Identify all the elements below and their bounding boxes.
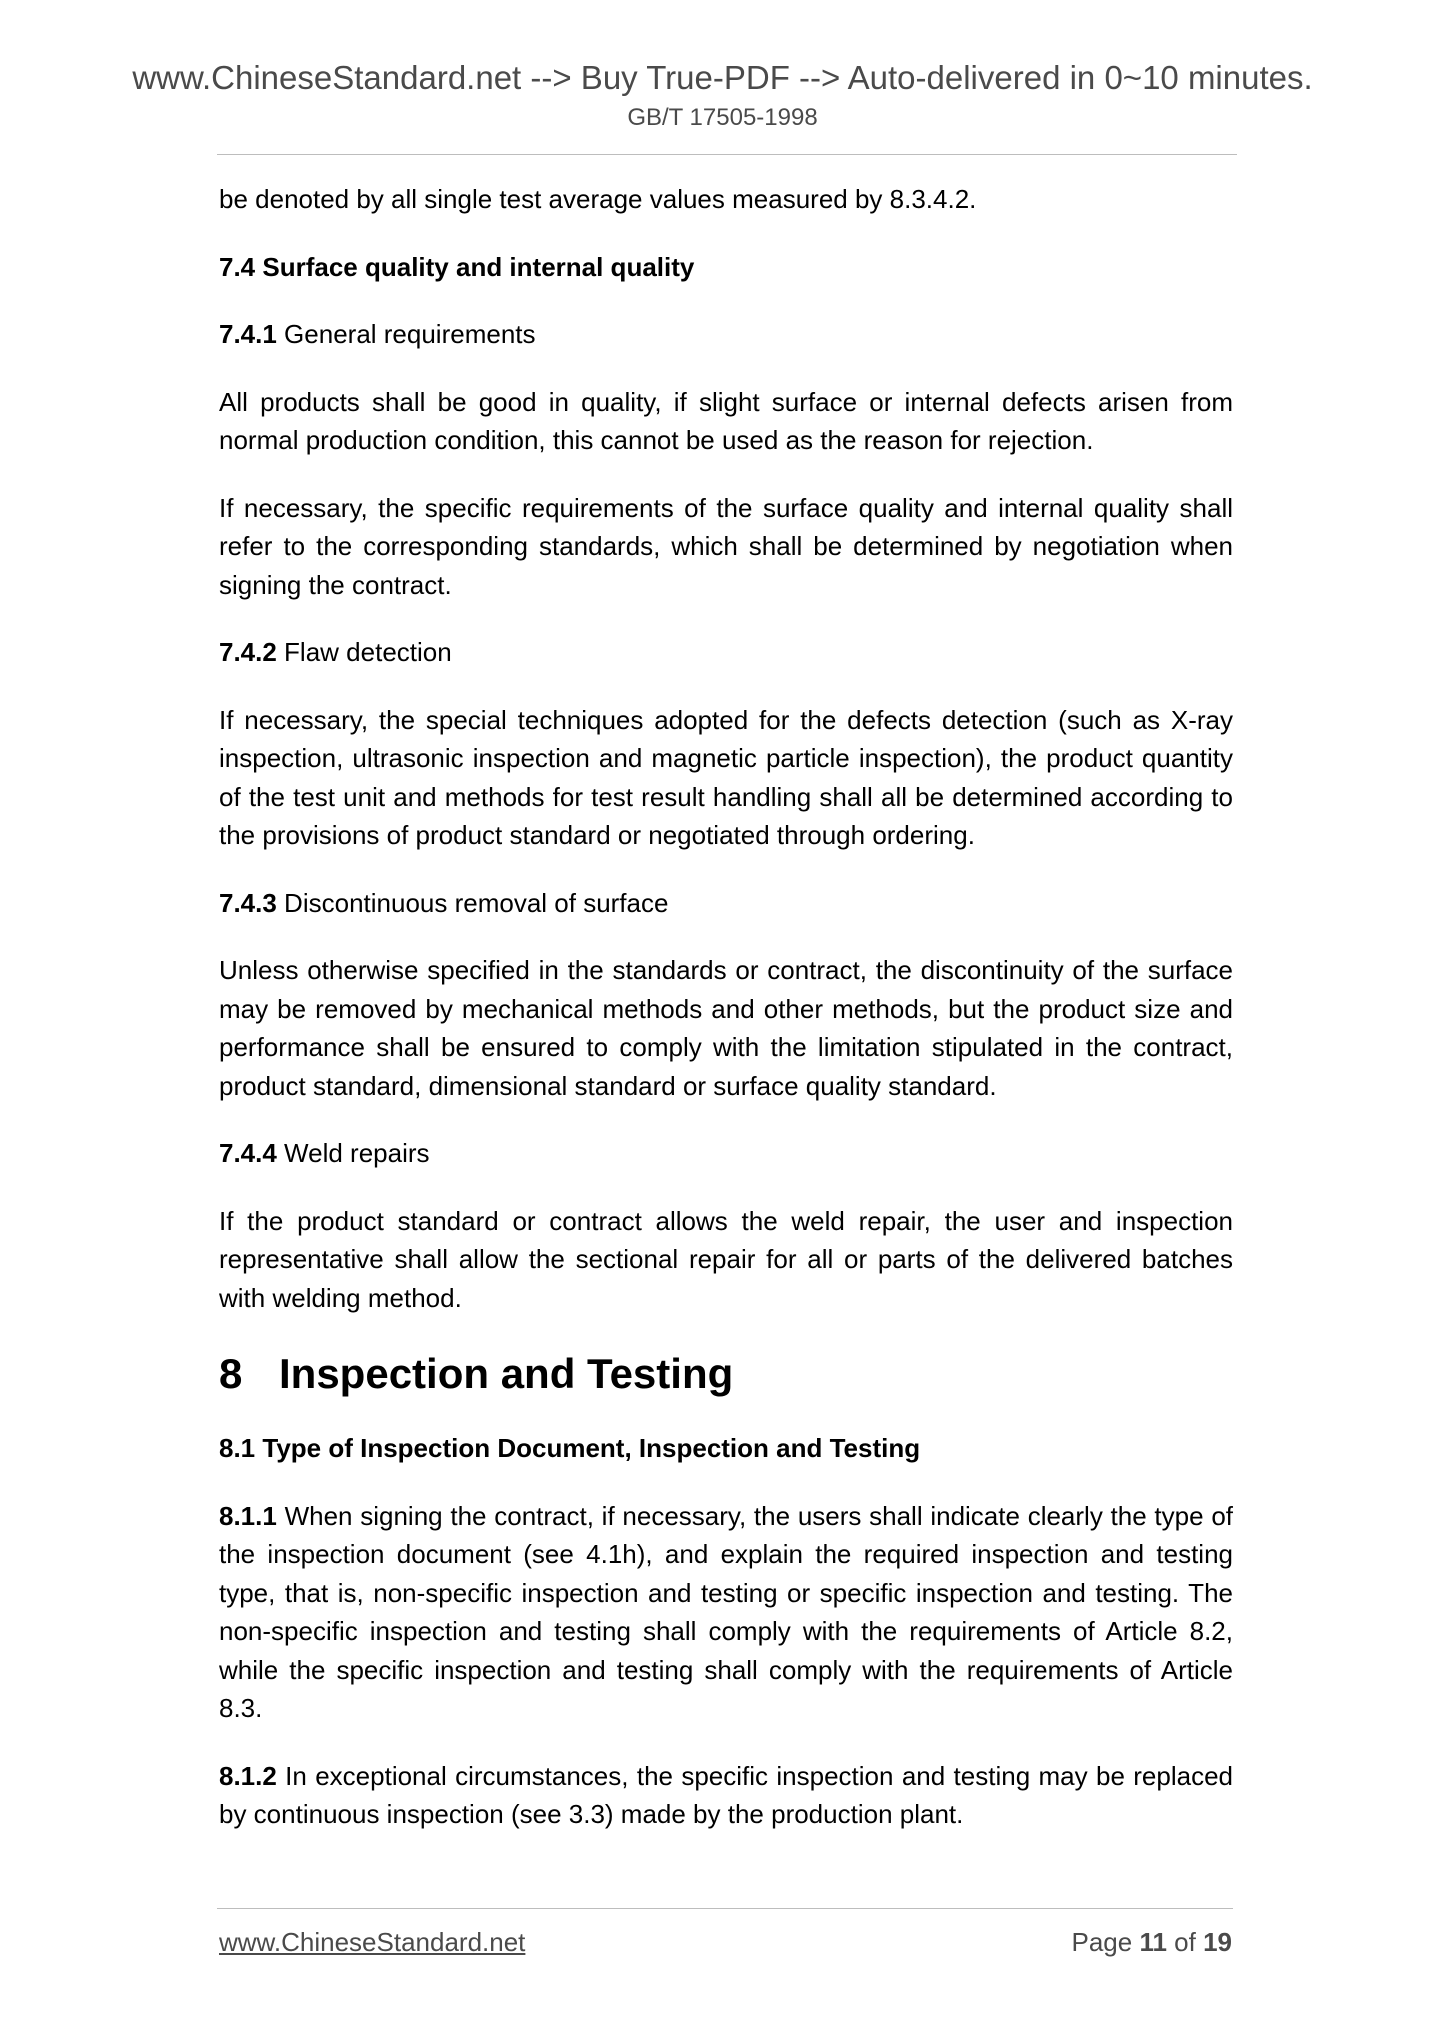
- section-7-4-1-paragraph-1: All products shall be good in quality, if slight surface or internal defects arisen from normal production condition, this cannot be used as the reason for rejection.: [219, 386, 1233, 455]
- page-total: 19: [1203, 1927, 1232, 1957]
- page-number: [1071, 1926, 1232, 1958]
- section-8-1-1-text: When signing the contract, if necessary, the users shall indicate clearly the type of the inspection document (see 4.1h), and explain the required inspection and testing type, that is, non-specific inspection and testing or specific inspection and testing. The non-specific inspection and testing shall comply with the requirements of Article 8.2, while the specific inspection and testing shall comply with the requirements of Article 8.3.: [219, 1500, 1233, 1723]
- section-7-4-1-paragraph-2: If necessary, the specific requirements of the surface quality and internal quality shall refer to the corresponding standards, which shall be determined by negotiation when signing the contract.: [219, 492, 1233, 600]
- footer-divider: [217, 1908, 1233, 1909]
- section-8-1-2-paragraph: [219, 1757, 1233, 1834]
- section-8-1-heading: 8.1 Type of Inspection Document, Inspection and Testing: [219, 1433, 921, 1463]
- page-label: Page: [1071, 1927, 1140, 1957]
- section-8-heading: [219, 1349, 1233, 1399]
- section-7-4-3-title: Discontinuous removal of surface: [276, 887, 669, 918]
- section-7-4-1-heading: [219, 315, 1233, 354]
- section-8-1-1-number: 8.1.1: [219, 1500, 277, 1531]
- page-current: 11: [1139, 1927, 1167, 1957]
- section-7-4-3-number: 7.4.3: [219, 887, 277, 918]
- footer-site-link[interactable]: www.ChineseStandard.net: [219, 1927, 526, 1957]
- section-7-4-4-title: Weld repairs: [276, 1138, 430, 1168]
- intro-paragraph: be denoted by all single test average values measured by 8.3.4.2.: [219, 184, 977, 214]
- section-8-1-1-paragraph: [219, 1497, 1233, 1728]
- section-7-4-4-paragraph: If the product standard or contract allows the weld repair, the user and inspection representative shall allow the sectional repair for all or parts of the delivered batches with welding method.: [219, 1205, 1233, 1313]
- header-banner[interactable]: www.ChineseStandard.net --> Buy True-PDF --> Auto-delivered in 0~10 minutes.: [132, 59, 1313, 96]
- section-8-number: 8: [219, 1350, 243, 1397]
- section-7-4-1-number: 7.4.1: [219, 319, 277, 349]
- section-7-4-4-heading: [219, 1134, 1233, 1173]
- section-8-1-2-text: In exceptional circumstances, the specific inspection and testing may be replaced by continuous inspection (see 3.3) made by the production plant.: [219, 1760, 1233, 1829]
- section-7-4-1-title: General requirements: [276, 319, 536, 349]
- section-7-4-2-title: Flaw detection: [276, 637, 452, 667]
- standard-code: GB/T 17505-1998: [627, 104, 818, 131]
- page-separator: of: [1166, 1927, 1204, 1957]
- document-body: [219, 180, 1233, 1863]
- section-8-1-2-number: 8.1.2: [219, 1760, 277, 1791]
- section-7-4-3-heading: [219, 884, 1233, 923]
- section-8-title: Inspection and Testing: [279, 1350, 734, 1397]
- section-7-4-4-number: 7.4.4: [219, 1138, 277, 1168]
- section-7-4-3-paragraph: Unless otherwise specified in the standards or contract, the discontinuity of the surface may be removed by mechanical methods and other methods, but the product size and performance shall be ensured to comply with the limitation stipulated in the contract, product standard, dimensional standard or surface quality standard.: [219, 955, 1233, 1101]
- page-header: [0, 0, 1445, 132]
- section-7-4-2-number: 7.4.2: [219, 637, 277, 667]
- section-7-4-heading: 7.4 Surface quality and internal quality: [219, 251, 695, 282]
- header-divider: [217, 154, 1237, 155]
- section-7-4-2-heading: [219, 633, 1233, 672]
- section-7-4-2-paragraph: If necessary, the special techniques adopted for the defects detection (such as X-ray inspection, ultrasonic inspection and magnetic particle inspection), the product quantity of the test unit and methods for test result handling shall all be determined according to the provisions of product standard or negotiated through ordering.: [219, 704, 1233, 850]
